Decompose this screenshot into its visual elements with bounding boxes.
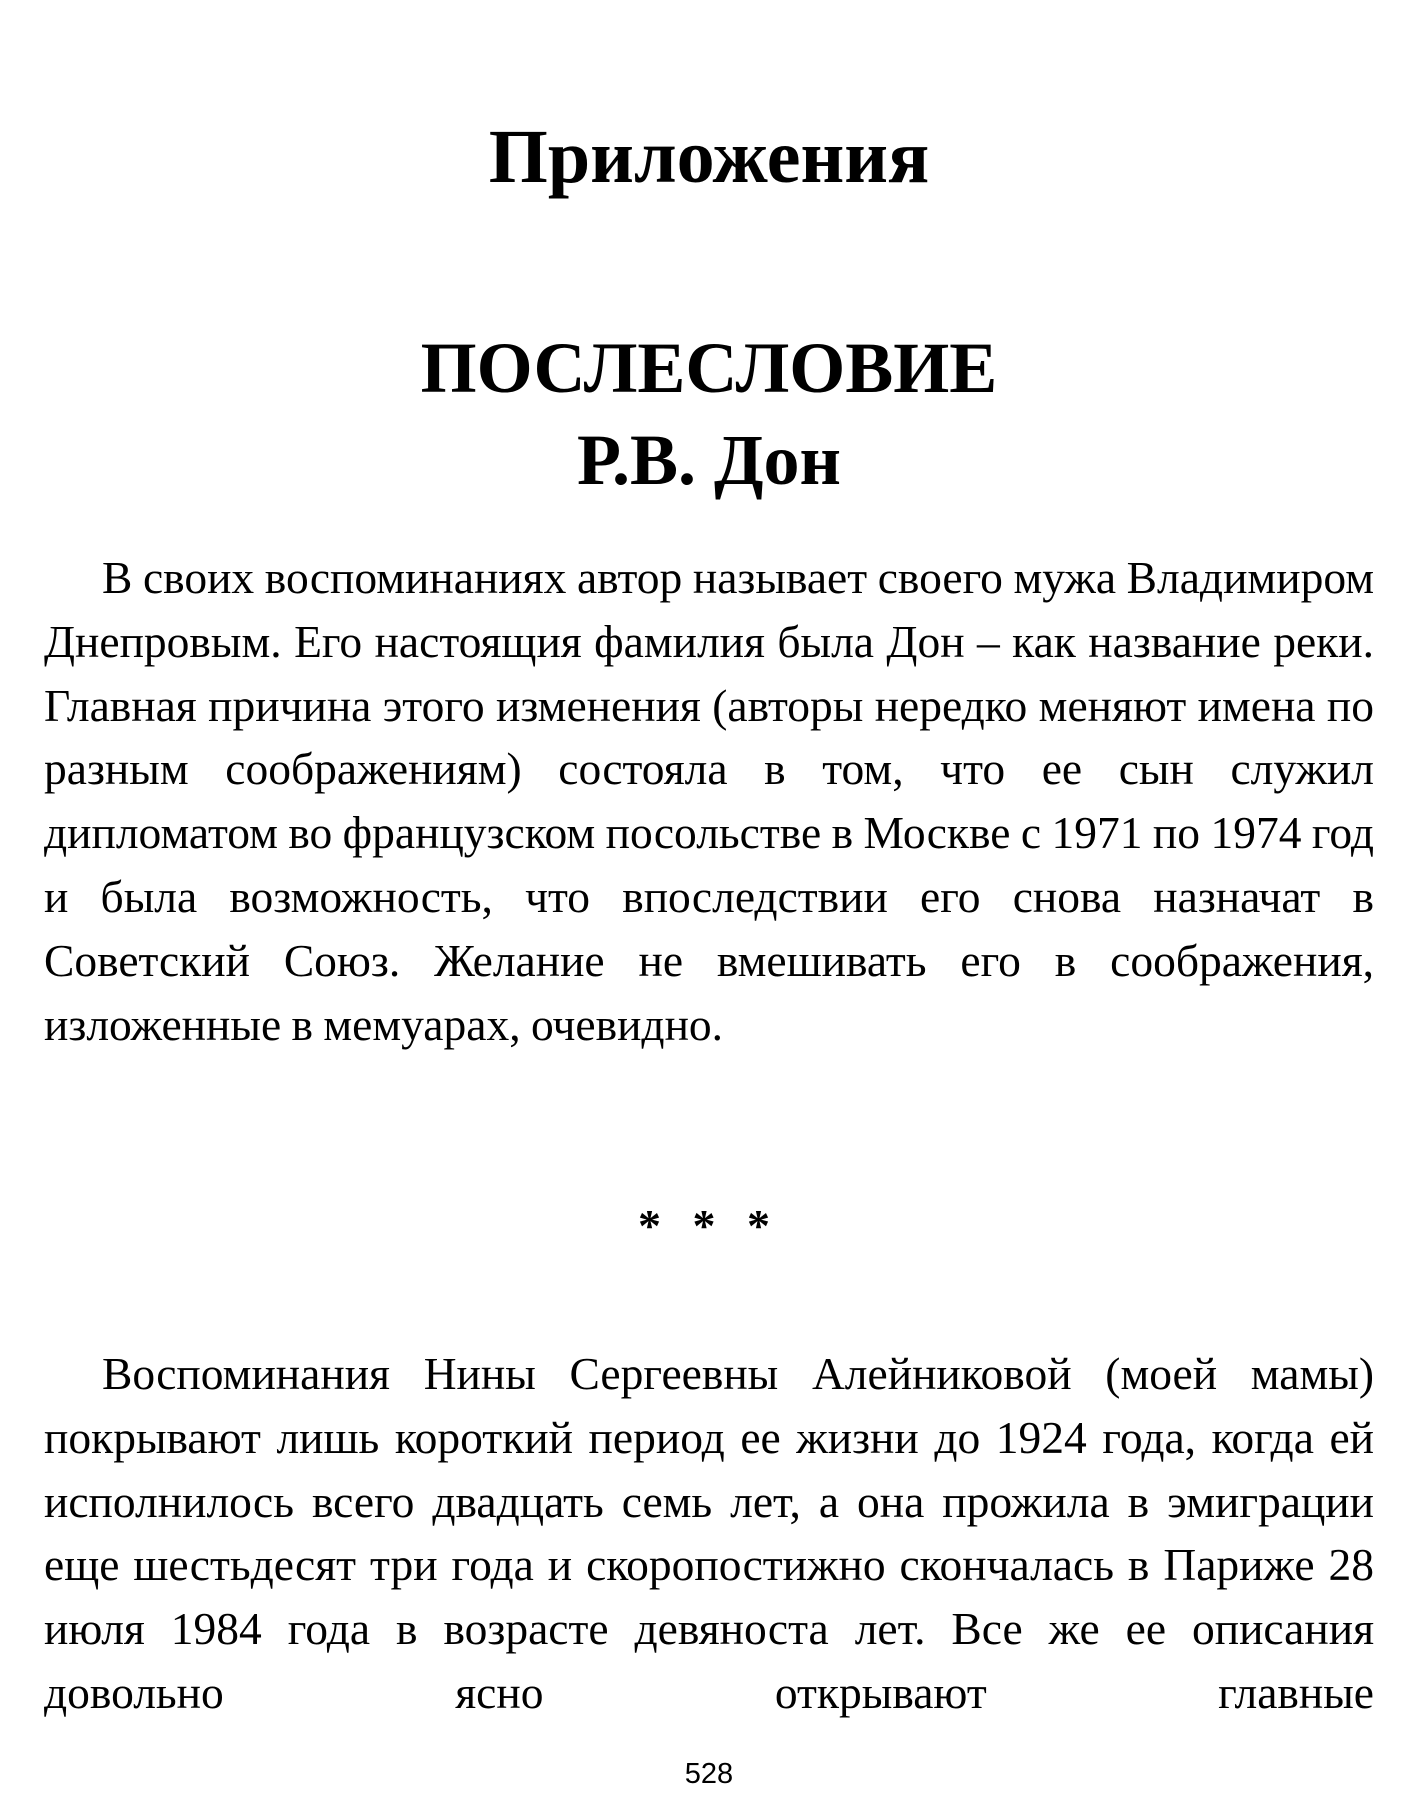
paragraph: В своих воспоминаниях автор называет своего мужа Владимиром Днепровым. Его настоящия фамилия была Дон – как название реки. Главная причина этого изменения (авторы нередко меняют имена по разным соображениям) состояла в том, что ее сын служил дипломатом во французском посольстве в Москве с 1971 по 1974 год и была возможность, что впоследствии его снова назначат в Советский Союз. Желание не вмешивать его в соображения, изложенные в мемуарах, очевидно. [44,552,1374,1050]
chapter-author: Р.В. Дон [576,420,842,500]
paragraph: Воспоминания Нины Сергеевны Алейниковой (моей мамы) покрывают лишь короткий период ее жизни до 1924 года, когда ей исполнилось всего двадцать семь лет, а она прожила в эмиграции еще шестьдесят три года и скоропостижно скончалась в Париже 28 июля 1984 года в возрасте девяноста лет. Все же ее описания довольно ясно открывают главные [44,1348,1374,1718]
section-title: Приложения [488,115,930,199]
section-separator: * * * [638,1200,780,1251]
page-number: 528 [684,1758,734,1790]
book-page [44,0,1374,1807]
chapter-title: ПОСЛЕСЛОВИЕ [420,328,998,408]
